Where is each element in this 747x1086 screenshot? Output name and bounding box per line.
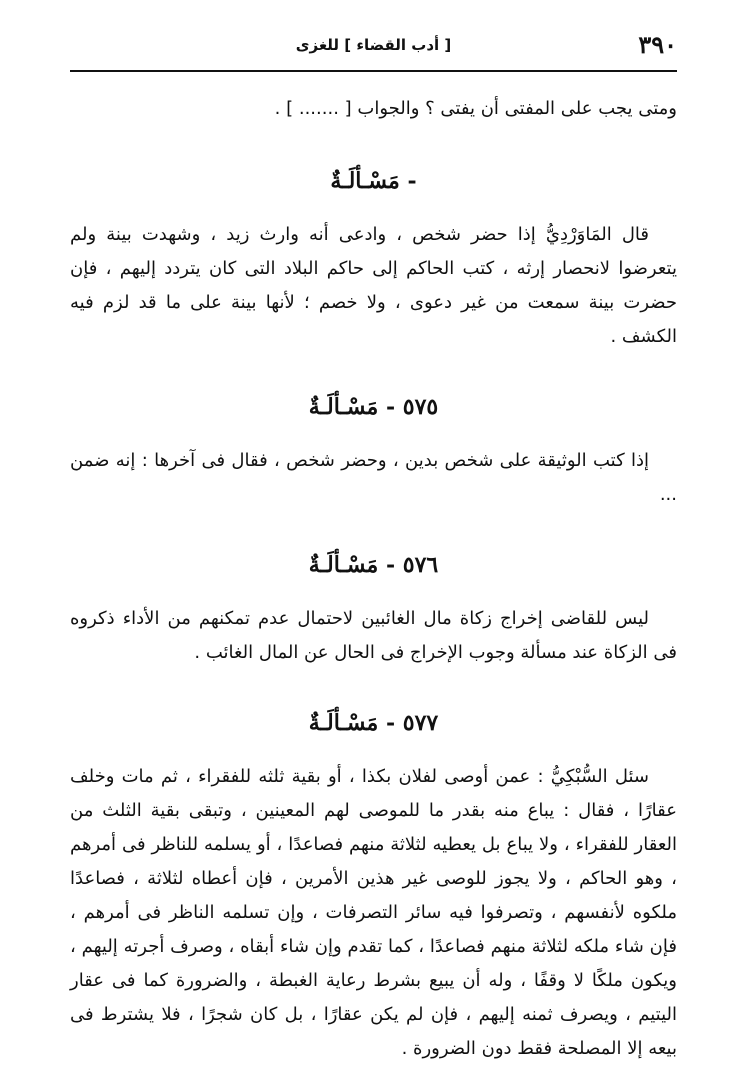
page-content: [70, 88, 677, 1066]
section-body: إذا كتب الوثيقة على شخص بدين ، وحضر شخص ، فقال فى آخرها : إنه ضمن ...: [70, 450, 677, 505]
section-body: قال المَاوَرْدِيُّ إذا حضر شخص ، وادعى أنه وارث زيد ، وشهدت بينة ولم يتعرضوا لانحصار إرثه ، كتب الحاكم إلى حاكم البلاد التى كان يتردد إليهم ، فإن حضرت بينة سمعت من غير دعوى ، ولا خصم ؛ لأنها بينة على ما قد لزم فيه الكشف .: [70, 224, 677, 347]
section-heading: ٥٧٧ - مَسْـألَـةٌ: [308, 710, 439, 736]
running-title: [ أدب القضاء ] للغزى: [295, 36, 452, 54]
intro-paragraph: ومتى يجب على المفتى أن يفتى ؟ والجواب [ ....... ] .: [274, 98, 677, 119]
section-body: سئل السُّبْكِيُّ : عمن أوصى لفلان بكذا ، أو بقية ثلثه للفقراء ، ثم مات وخلف عقارًا ، فقال : يباع منه بقدر ما للموصى لهم المعينين ، وتبقى بقية الثلث من العقار للفقراء ، ولا يباع بل يعطيه لثلاثة منهم فصاعدًا ، أو يسلمه للناظر فى أمرهم ، وهو الحاكم ، ولا يجوز للوصى غير هذين الأمرين ، فإن أعطاه لثلاثة ، فصاعدًا ملكوه لأنفسهم ، وتصرفوا فيه سائر التصرفات ، وإن تسلمه الناظر فى أمرهم ، فإن شاء ملكه لثلاثة منهم فصاعدًا ، كما تقدم وإن شاء أبقاه ، وصرف أجرته إليهم ، ويكون ملكًا لا وقفًا ، وله أن يبيع بشرط رعاية الغبطة ، والضرورة كما فى عقار اليتيم ، ويصرف ثمنه إليهم ، فإن لم يكن عقارًا ، بل كان شجرًا ، فلا يشترط فى بيعه إلا المصلحة فقط دون الضرورة .: [70, 766, 677, 1059]
page-header: [70, 30, 677, 62]
section-heading: ٥٧٦ - مَسْـألَـةٌ: [308, 552, 439, 578]
header-rule: [70, 70, 677, 72]
section-heading: - مَسْـألَـةٌ: [330, 168, 417, 194]
section-heading: ٥٧٥ - مَسْـألَـةٌ: [308, 394, 439, 420]
page-number: ٣٩٠: [638, 30, 677, 59]
section-body: ليس للقاضى إخراج زكاة مال الغائبين لاحتمال عدم تمكنهم من الأداء ذكروه فى الزكاة عند مسألة وجوب الإخراج فى الحال عن المال الغائب .: [70, 608, 677, 663]
